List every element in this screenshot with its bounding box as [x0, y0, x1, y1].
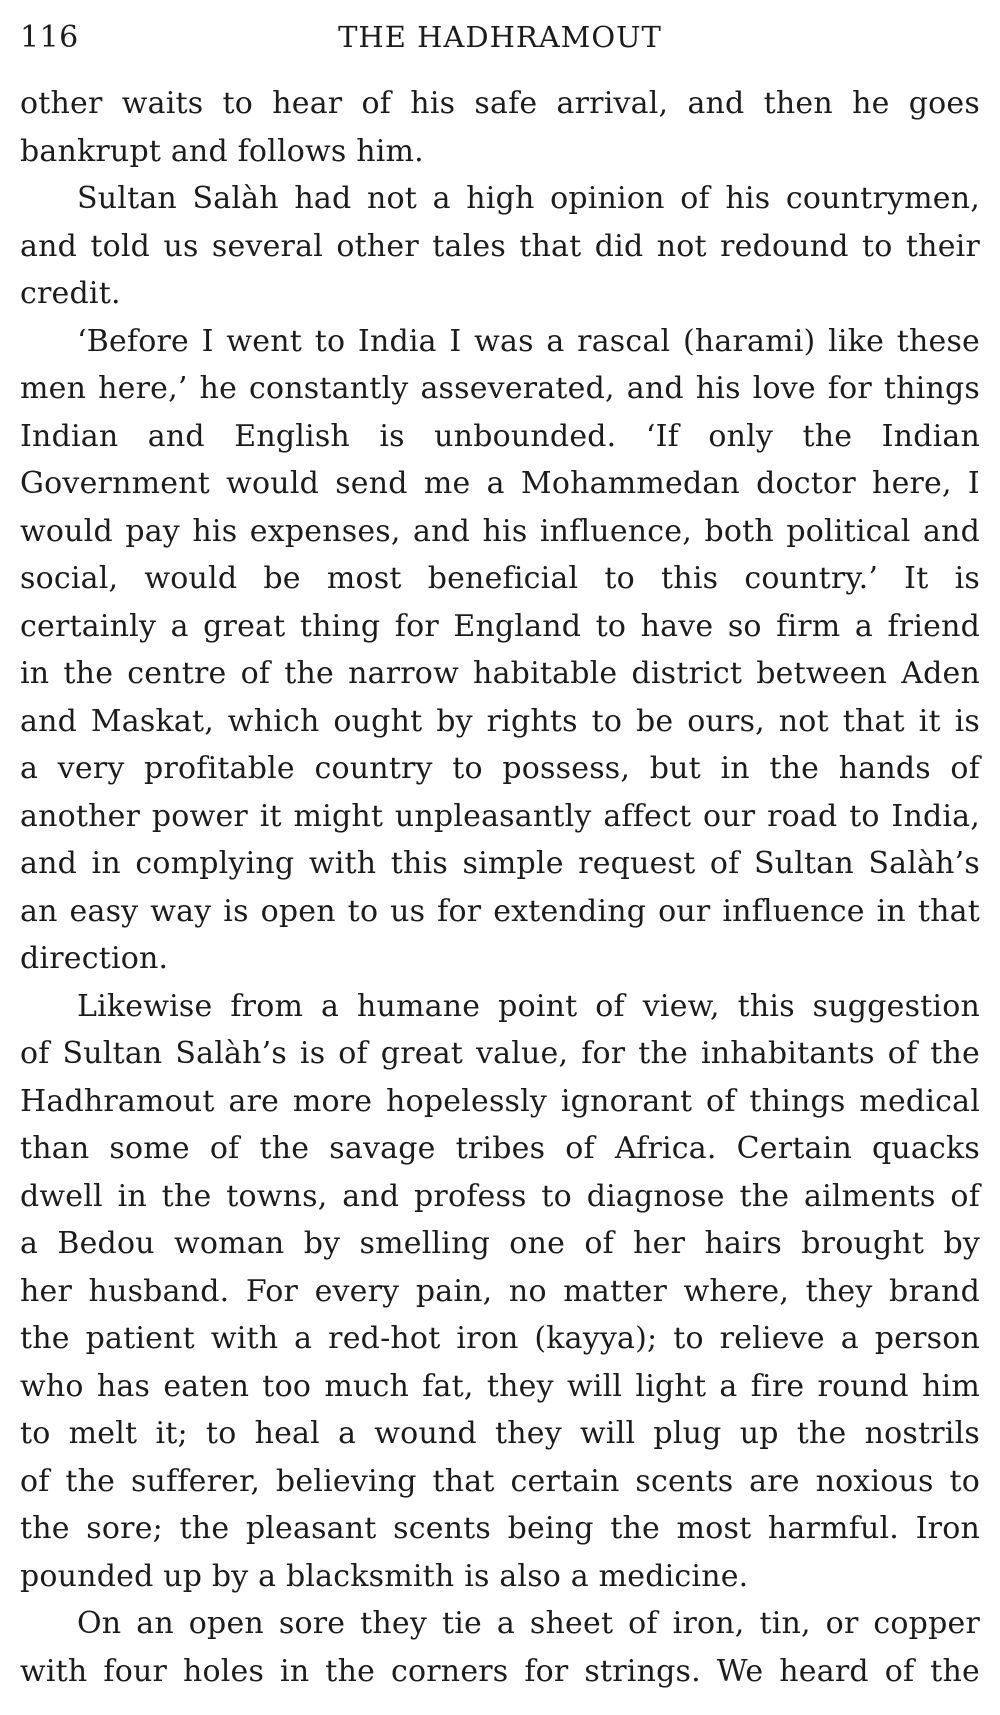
text-line: other waits to hear of his safe arrival, and then he goes — [20, 86, 980, 121]
text-line: a very profitable country to possess, but in the hands of — [20, 751, 980, 786]
paragraph — [20, 983, 980, 1601]
paragraph — [20, 80, 980, 175]
text-line: Likewise from a humane point of view, this suggestion — [77, 988, 980, 1024]
text-line: to melt it; to heal a wound they will plug up the nostrils — [20, 1416, 980, 1451]
text-line: men here,’ he constantly asseverated, and his love for things — [20, 371, 980, 406]
text-line: direction. — [20, 941, 169, 976]
book-page — [20, 0, 980, 1715]
text-line: pounded up by a blacksmith is also a medicine. — [20, 1558, 749, 1594]
text-line: Indian and English is unbounded. ‘If only the Indian — [20, 418, 980, 454]
text-line: Government would send me a Mohammedan doctor here, I — [20, 466, 980, 501]
text-line: bankrupt and follows him. — [20, 133, 424, 169]
text-line: and Maskat, which ought by rights to be ours, not that it is — [20, 703, 980, 739]
text-line: who has eaten too much fat, they will light a fire round him — [20, 1368, 980, 1404]
text-line: social, would be most beneficial to this country.’ It is — [20, 561, 980, 596]
paragraph — [20, 1600, 980, 1695]
text-line: and in complying with this simple request of Sultan Salàh’s — [20, 846, 980, 881]
text-line: certainly a great thing for England to have so firm a friend — [20, 608, 980, 644]
text-line: the patient with a red-hot iron (kayya); to relieve a person — [20, 1321, 980, 1356]
text-line: her husband. For every pain, no matter where, they brand — [20, 1273, 980, 1309]
text-line: in the centre of the narrow habitable district between Aden — [20, 656, 980, 691]
running-title: THE HADHRAMOUT — [338, 20, 662, 54]
text-line: On an open sore they tie a sheet of iron, tin, or copper — [77, 1606, 980, 1641]
text-line: Sultan Salàh had not a high opinion of his countrymen, — [77, 181, 980, 216]
text-line: and told us several other tales that did not redound to their — [20, 228, 980, 264]
paragraph — [20, 318, 980, 983]
page-number: 116 — [20, 20, 79, 55]
text-line: would pay his expenses, and his influence, both political and — [20, 513, 980, 549]
text-line: another power it might unpleasantly affect our road to India, — [20, 798, 980, 834]
text-line: of Sultan Salàh’s is of great value, for the inhabitants of the — [20, 1036, 980, 1071]
text-line: with four holes in the corners for strings. We heard of the — [20, 1653, 980, 1689]
page-header — [20, 14, 980, 64]
text-line: Hadhramout are more hopelessly ignorant of things medical — [20, 1083, 980, 1119]
text-line: than some of the savage tribes of Africa. Certain quacks — [20, 1131, 980, 1166]
text-line: ‘Before I went to India I was a rascal (harami) like these — [77, 323, 980, 359]
text-line: dwell in the towns, and profess to diagnose the ailments of — [20, 1178, 980, 1214]
text-line: credit. — [20, 276, 121, 311]
body-text — [20, 80, 980, 1695]
text-line: of the sufferer, believing that certain scents are noxious to — [20, 1463, 980, 1499]
text-line: the sore; the pleasant scents being the most harmful. Iron — [20, 1511, 980, 1546]
paragraph — [20, 175, 980, 318]
text-line: an easy way is open to us for extending our influence in that — [20, 893, 980, 929]
text-line: a Bedou woman by smelling one of her hairs brought by — [20, 1226, 980, 1261]
